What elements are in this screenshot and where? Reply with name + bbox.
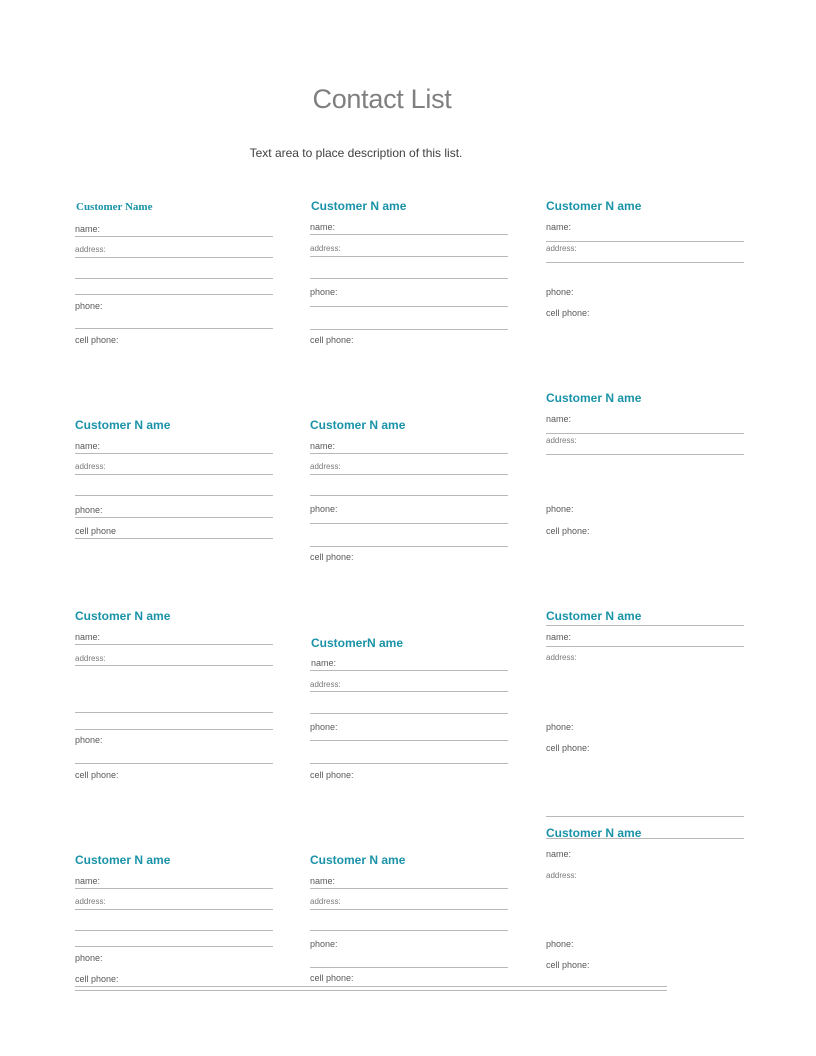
cell-phone-label: cell phone:	[75, 974, 119, 984]
phone-label: phone:	[310, 939, 338, 949]
phone-line[interactable]	[310, 740, 508, 741]
name-label: name:	[75, 876, 101, 886]
name-label: name:	[310, 441, 336, 451]
bottom-divider	[75, 986, 667, 991]
address-label: address:	[546, 653, 577, 662]
address-label: address:	[546, 244, 577, 253]
address-label: address:	[546, 436, 577, 445]
phone-line[interactable]	[310, 967, 508, 968]
title-line[interactable]	[546, 838, 744, 839]
address-label: address:	[310, 244, 341, 253]
address-line[interactable]	[310, 474, 508, 475]
address-label: address:	[75, 462, 106, 471]
address-label: address:	[75, 897, 106, 906]
phone-label: phone:	[75, 301, 103, 311]
phone-label: phone:	[546, 287, 574, 297]
phone-label: phone:	[546, 504, 574, 514]
address-line-3[interactable]	[75, 729, 273, 730]
address-line[interactable]	[310, 909, 508, 910]
address-line[interactable]	[75, 665, 273, 666]
name-line[interactable]	[310, 888, 508, 889]
title-line[interactable]	[546, 625, 744, 626]
phone-line-2[interactable]	[310, 763, 508, 764]
cell-phone-label: cell phone:	[75, 770, 119, 780]
address-line-2[interactable]	[75, 495, 273, 496]
address-line-2[interactable]	[75, 278, 273, 279]
cell-phone-line[interactable]	[546, 816, 744, 817]
phone-label: phone:	[546, 939, 574, 949]
cell-phone-label: cell phone:	[546, 526, 590, 536]
name-label: name:	[546, 414, 572, 424]
phone-label: phone:	[310, 504, 338, 514]
address-line[interactable]	[310, 691, 508, 692]
phone-line[interactable]	[75, 517, 273, 518]
name-line[interactable]	[75, 644, 273, 645]
card-title: Customer N ame	[310, 853, 406, 867]
card-title: Customer N ame	[546, 609, 642, 623]
address-line[interactable]	[75, 909, 273, 910]
name-label: name:	[546, 849, 572, 859]
card-title: Customer N ame	[546, 199, 642, 213]
cell-phone-label: cell phone:	[75, 335, 119, 345]
name-label: name:	[311, 658, 337, 668]
name-line[interactable]	[75, 453, 273, 454]
address-line-2[interactable]	[310, 930, 508, 931]
name-line[interactable]	[75, 888, 273, 889]
name-line[interactable]	[310, 670, 508, 671]
address-line[interactable]	[546, 262, 744, 263]
phone-line-2[interactable]	[310, 329, 508, 330]
name-label: name:	[546, 632, 572, 642]
address-label: address:	[75, 245, 106, 254]
card-title: Customer N ame	[75, 418, 171, 432]
card-title: Customer N ame	[75, 609, 171, 623]
cell-phone-label: cell phone:	[310, 770, 354, 780]
card-title: Customer N ame	[546, 826, 642, 840]
cell-phone-label: cell phone:	[546, 960, 590, 970]
cell-phone-label: cell phone:	[546, 308, 590, 318]
name-label: name:	[75, 224, 101, 234]
phone-line[interactable]	[310, 523, 508, 524]
phone-line[interactable]	[75, 328, 273, 329]
name-label: name:	[75, 632, 101, 642]
cell-phone-label: cell phone:	[546, 743, 590, 753]
address-line-2[interactable]	[75, 930, 273, 931]
cell-phone-label: cell phone:	[310, 973, 354, 983]
address-line-2[interactable]	[75, 712, 273, 713]
card-title: Customer N ame	[311, 199, 407, 213]
address-label: address:	[75, 654, 106, 663]
address-line-2[interactable]	[310, 278, 508, 279]
page-description: Text area to place description of this list.	[249, 146, 463, 160]
name-label: name:	[75, 441, 101, 451]
phone-line-2[interactable]	[310, 546, 508, 547]
cell-phone-line[interactable]	[75, 538, 273, 539]
address-label: address:	[310, 680, 341, 689]
name-line[interactable]	[546, 646, 744, 647]
name-line[interactable]	[546, 433, 744, 434]
phone-line[interactable]	[310, 306, 508, 307]
phone-label: phone:	[310, 287, 338, 297]
name-label: name:	[310, 876, 336, 886]
name-label: name:	[546, 222, 572, 232]
name-line[interactable]	[546, 241, 744, 242]
address-line[interactable]	[546, 454, 744, 455]
address-label: address:	[546, 871, 577, 880]
address-line-2[interactable]	[310, 713, 508, 714]
phone-label: phone:	[75, 953, 103, 963]
phone-label: phone:	[75, 735, 103, 745]
card-title: Customer Name	[76, 201, 153, 213]
name-label: name:	[310, 222, 336, 232]
address-line[interactable]	[75, 257, 273, 258]
name-line[interactable]	[75, 236, 273, 237]
page-title: Contact List	[312, 84, 452, 114]
card-title: Customer N ame	[75, 853, 171, 867]
card-title: Customer N ame	[310, 418, 406, 432]
address-label: address:	[310, 462, 341, 471]
address-line-3[interactable]	[75, 946, 273, 947]
address-line-3[interactable]	[75, 294, 273, 295]
card-title: Customer N ame	[546, 391, 642, 405]
address-label: address:	[310, 897, 341, 906]
cell-phone-label: cell phone:	[310, 552, 354, 562]
phone-label: phone:	[546, 722, 574, 732]
phone-line[interactable]	[75, 763, 273, 764]
cell-phone-label: cell phone	[75, 526, 117, 536]
name-line[interactable]	[310, 453, 508, 454]
address-line-2[interactable]	[310, 495, 508, 496]
phone-label: phone:	[75, 505, 103, 515]
phone-label: phone:	[310, 722, 338, 732]
address-line[interactable]	[75, 474, 273, 475]
card-title: CustomerN ame	[311, 636, 404, 650]
name-line[interactable]	[310, 234, 508, 235]
address-line[interactable]	[310, 256, 508, 257]
cell-phone-label: cell phone:	[310, 335, 354, 345]
